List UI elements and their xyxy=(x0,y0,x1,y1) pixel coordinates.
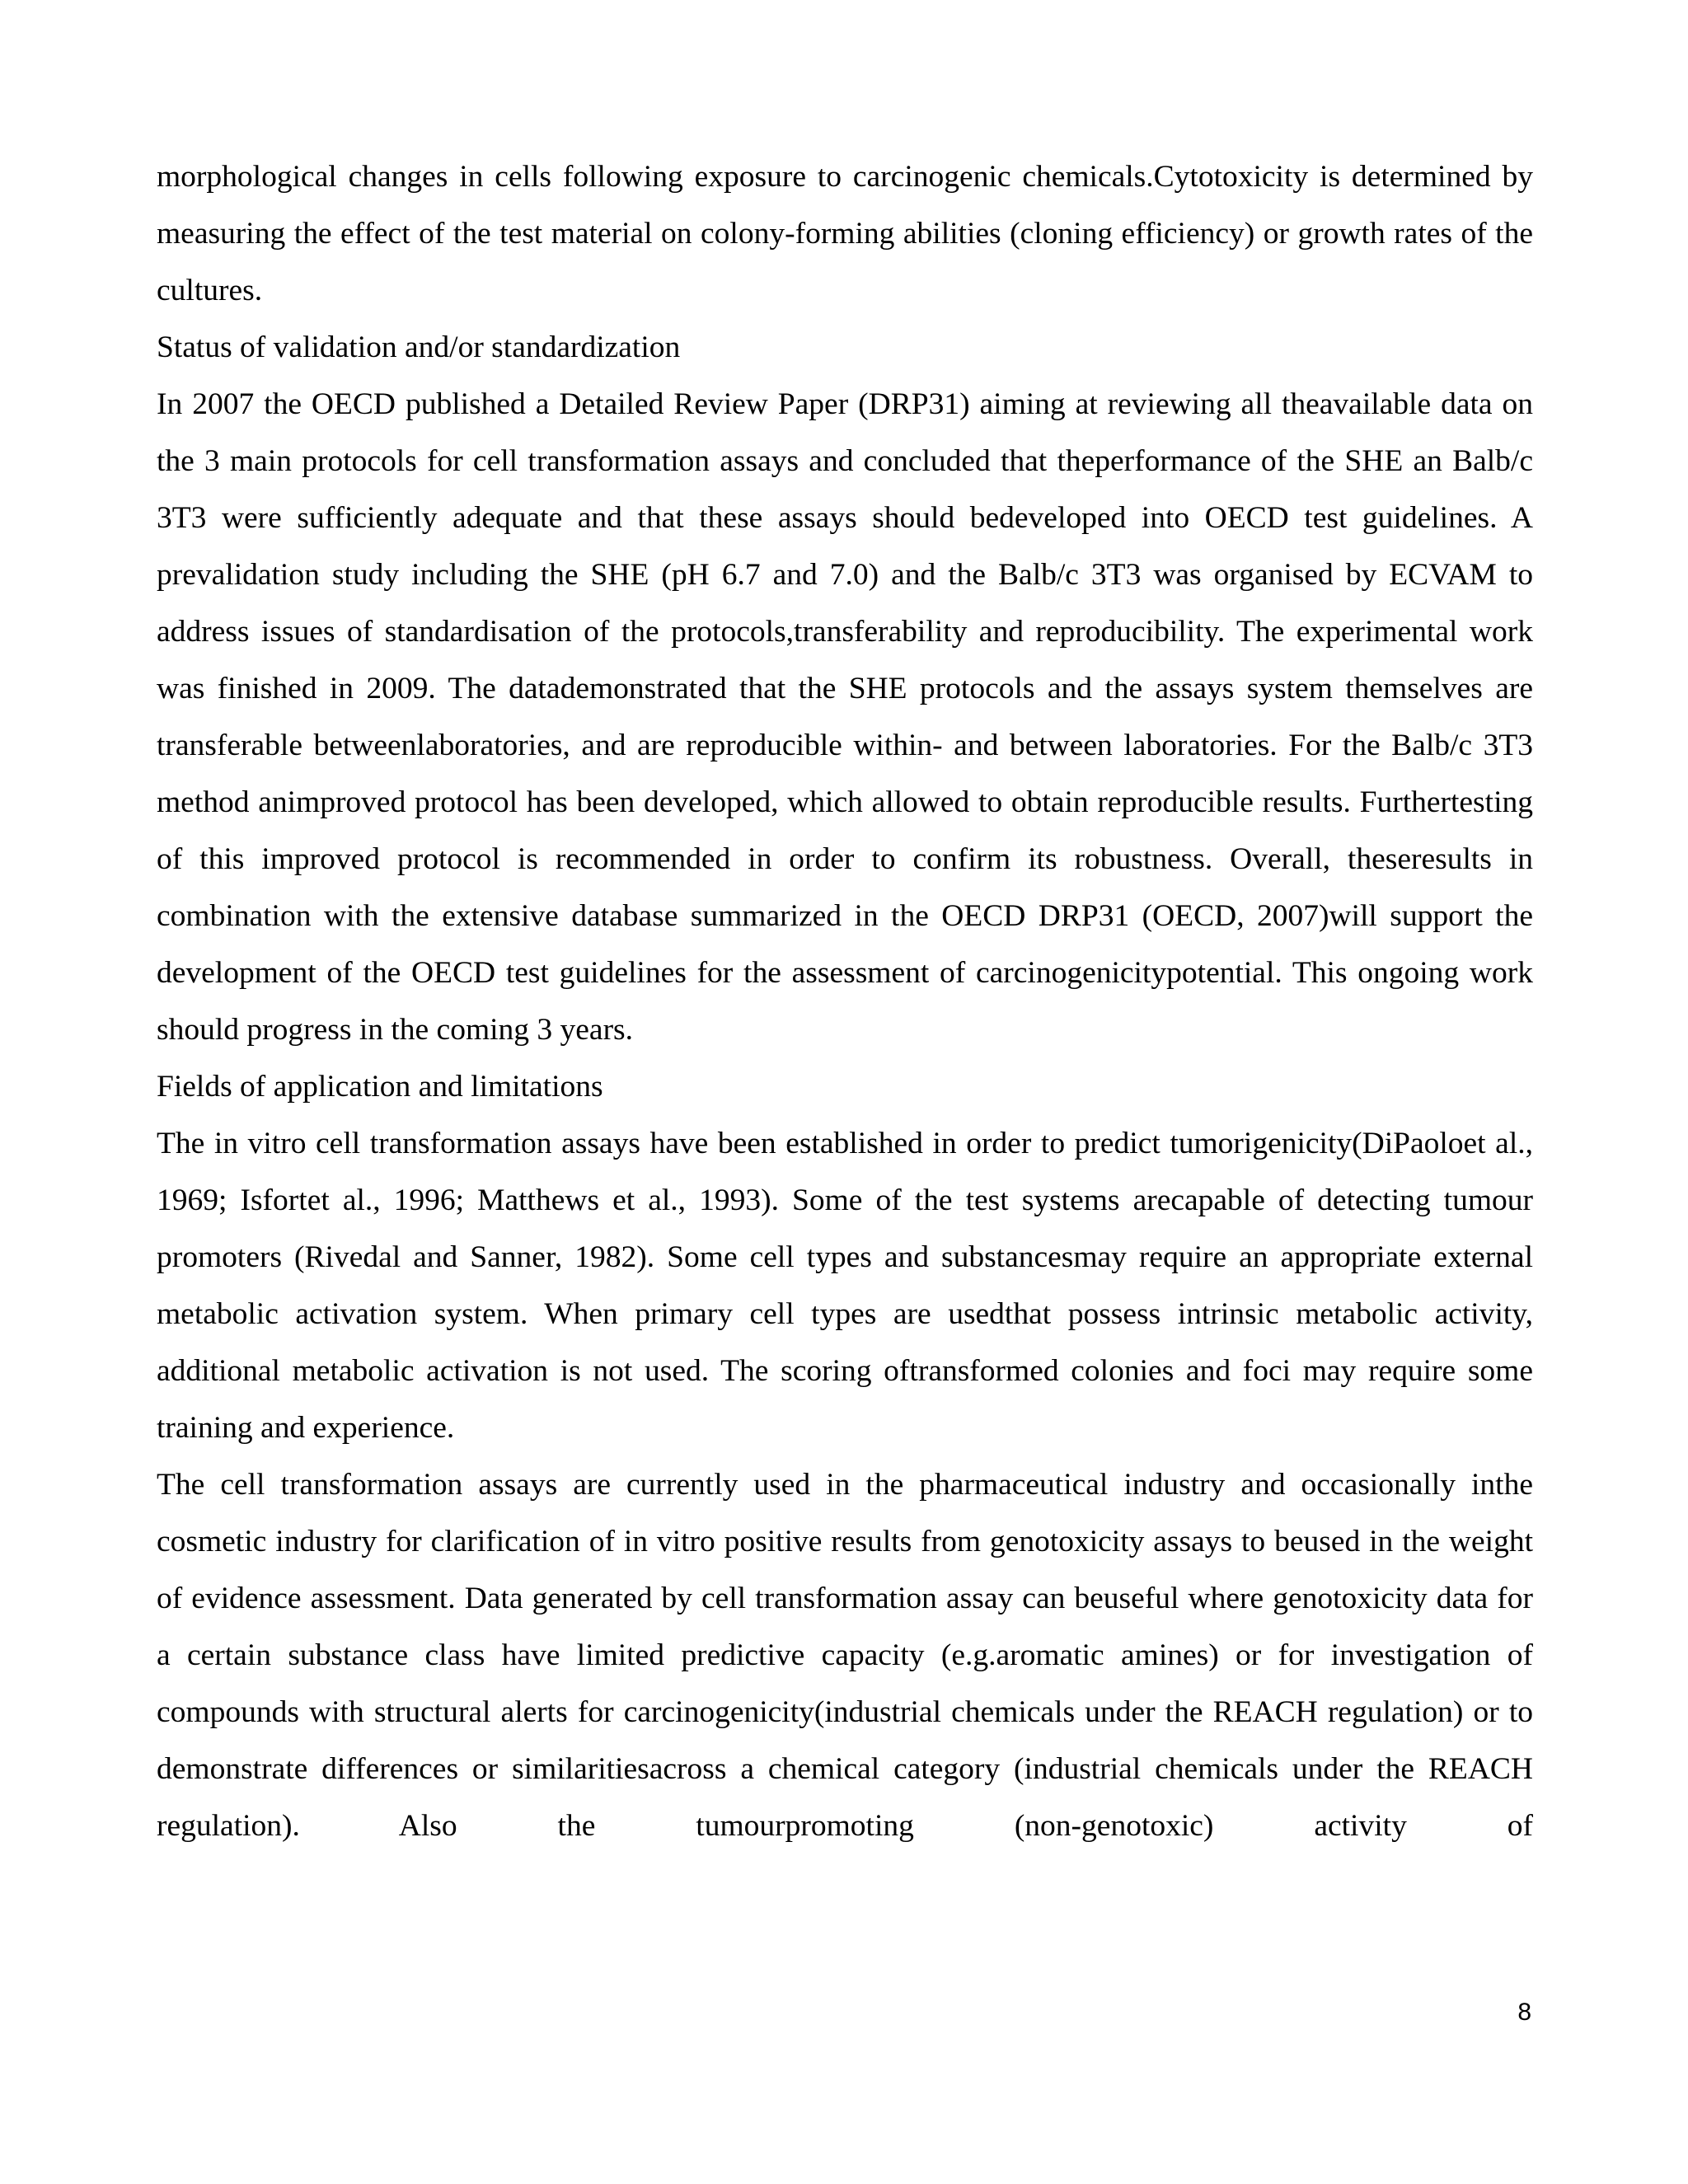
heading-validation-status: Status of validation and/or standardization xyxy=(157,330,681,364)
heading-fields-of-application: Fields of application and limitations xyxy=(157,1070,603,1104)
paragraph-industry-use: The cell transformation assays are currently used in the pharmaceutical industry and occasionally inthe cosmetic industry for clarification of in vitro positive results from genotoxicity assays to beused in the weight of evidence assessment. Data generated by cell transformation assay can beuseful where genotoxicity data for a certain substance class have limited predictive capacity (e.g.aromatic amines) or for investigation of compounds with structural alerts for carcinogenicity(industrial chemicals under the REACH regulation) or to demonstrate differences or similaritiesacross a chemical category (industrial chemicals under the REACH regulation). Also the tumourpromoting (non-genotoxic) activity of xyxy=(157,1468,1533,1843)
document-body xyxy=(157,148,1533,1854)
paragraph-cytotoxicity: morphological changes in cells following exposure to carcinogenic chemicals.Cytotoxicity is determined by measuring the effect of the test material on colony-forming abilities (cloning efficiency) or growth rates of the cultures. xyxy=(157,160,1533,307)
paragraph-application-limitations: The in vitro cell transformation assays have been established in order to predict tumorigenicity(DiPaoloet al., 1969; Isfortet al., 1996; Matthews et al., 1993). Some of the test systems arecapable of detecting tumour promoters (Rivedal and Sanner, 1982). Some cell types and substancesmay require an appropriate external metabolic activation system. When primary cell types are usedthat possess intrinsic metabolic activity, additional metabolic activation is not used. The scoring oftransformed colonies and foci may require some training and experience. xyxy=(157,1127,1533,1445)
page-number: 8 xyxy=(1517,1999,1531,2026)
paragraph-oecd-validation: In 2007 the OECD published a Detailed Review Paper (DRP31) aiming at reviewing all theavailable data on the 3 main protocols for cell transformation assays and concluded that theperformance of the SHE an Balb/c 3T3 were sufficiently adequate and that these assays should bedeveloped into OECD test guidelines. A prevalidation study including the SHE (pH 6.7 and 7.0) and the Balb/c 3T3 was organised by ECVAM to address issues of standardisation of the protocols,transferability and reproducibility. The experimental work was finished in 2009. The datademonstrated that the SHE protocols and the assays system themselves are transferable betweenlaboratories, and are reproducible within- and between laboratories. For the Balb/c 3T3 method animproved protocol has been developed, which allowed to obtain reproducible results. Furthertesting of this improved protocol is recommended in order to confirm its robustness. Overall, theseresults in combination with the extensive database summarized in the OECD DRP31 (OECD, 2007)will support the development of the OECD test guidelines for the assessment of carcinogenicitypotential. This ongoing work should progress in the coming 3 years. xyxy=(157,387,1533,1047)
